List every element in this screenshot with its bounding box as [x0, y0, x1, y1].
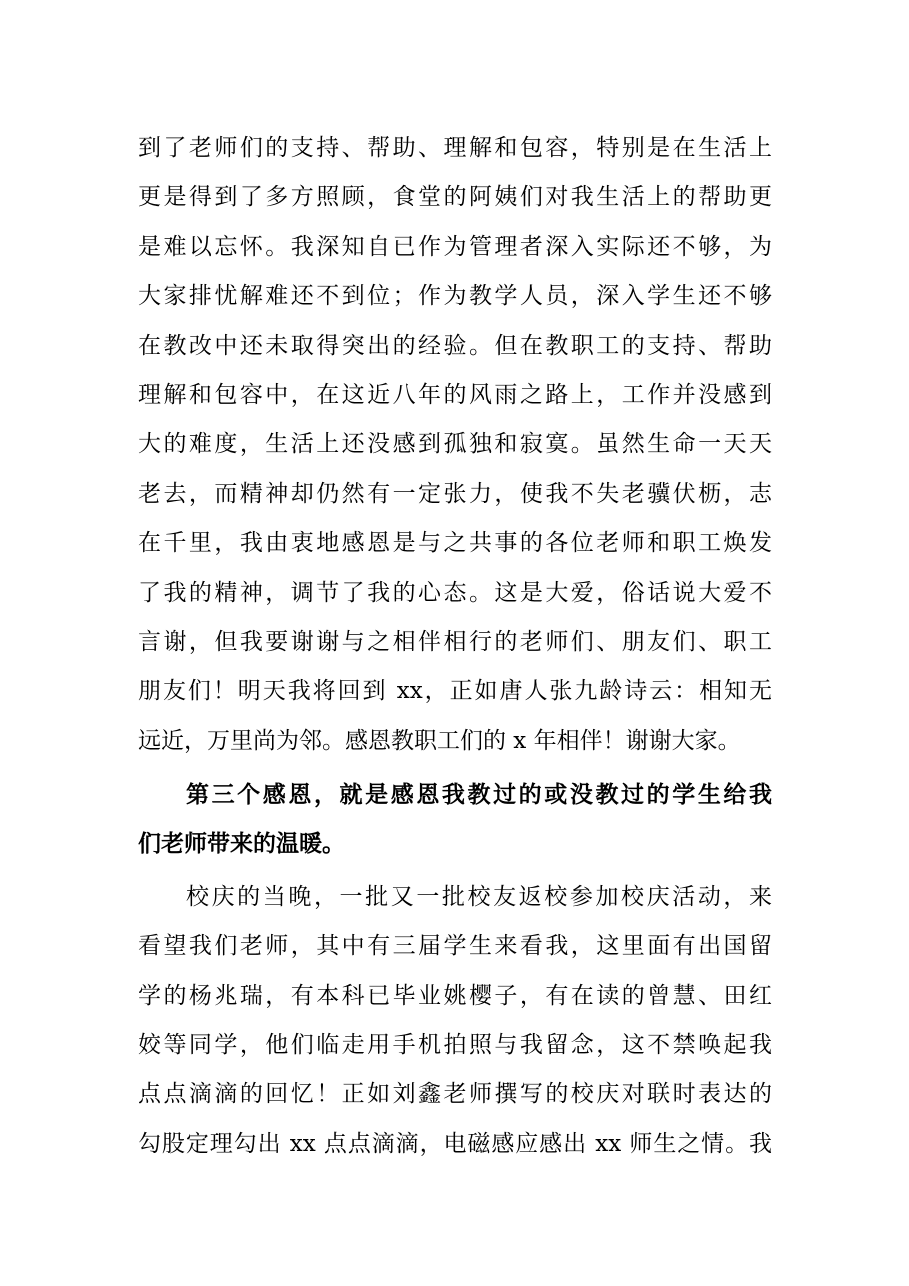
document-body — [138, 124, 772, 1169]
text-line: 是难以忘怀。我深知自已作为管理者深入实际还不够，为 — [138, 233, 772, 260]
heading-line: 第三个感恩，就是感恩我教过的或没教过的学生给我 — [186, 781, 772, 809]
text-line: 看望我们老师，其中有三届学生来看我，这里面有出国留 — [138, 933, 772, 960]
text-line: 姣等同学，他们临走用手机拍照与我留念，这不禁唤起我 — [138, 1032, 772, 1059]
text-line: 朋友们！明天我将回到 xx，正如唐人张九龄诗云：相知无 — [138, 678, 772, 705]
text-line: 校庆的当晚，一批又一批校友返校参加校庆活动，来 — [186, 883, 772, 910]
text-line: 大家排忧解难还不到位；作为教学人员，深入学生还不够 — [138, 283, 772, 310]
text-line: 老去，而精神却仍然有一定张力，使我不失老骥伏枥，志 — [138, 480, 772, 507]
text-line: 勾股定理勾出 xx 点点滴滴，电磁感应感出 xx 师生之情。我 — [138, 1130, 772, 1157]
text-line: 更是得到了多方照顾，食堂的阿姨们对我生活上的帮助更 — [138, 184, 772, 211]
text-line: 在千里，我由衷地感恩是与之共事的各位老师和职工焕发 — [138, 530, 772, 557]
text-line: 在教改中还未取得突出的经验。但在教职工的支持、帮助 — [138, 332, 772, 359]
text-line: 学的杨兆瑞，有本科已毕业姚樱子，有在读的曾慧、田红 — [138, 982, 772, 1009]
text-line: 了我的精神，调节了我的心态。这是大爱，俗话说大爱不 — [138, 579, 772, 606]
text-line: 大的难度，生活上还没感到孤独和寂寞。虽然生命一天天 — [138, 431, 772, 458]
text-line: 理解和包容中，在这近八年的风雨之路上，工作并没感到 — [138, 381, 772, 408]
paragraph-teachers-gratitude — [138, 124, 772, 766]
paragraph-students-warmth — [138, 873, 772, 1169]
heading-line: 们老师带来的温暖。 — [138, 830, 345, 858]
text-line: 远近，万里尚为邻。感恩教职工们的 x 年相伴！谢谢大家。 — [138, 727, 741, 754]
text-line: 点点滴滴的回忆！正如刘鑫老师撰写的校庆对联时表达的 — [138, 1081, 772, 1108]
text-line: 言谢，但我要谢谢与之相伴相行的老师们、朋友们、职工 — [138, 628, 772, 655]
section-heading-third-gratitude — [138, 770, 772, 869]
text-line: 到了老师们的支持、帮助、理解和包容，特别是在生活上 — [138, 135, 772, 161]
